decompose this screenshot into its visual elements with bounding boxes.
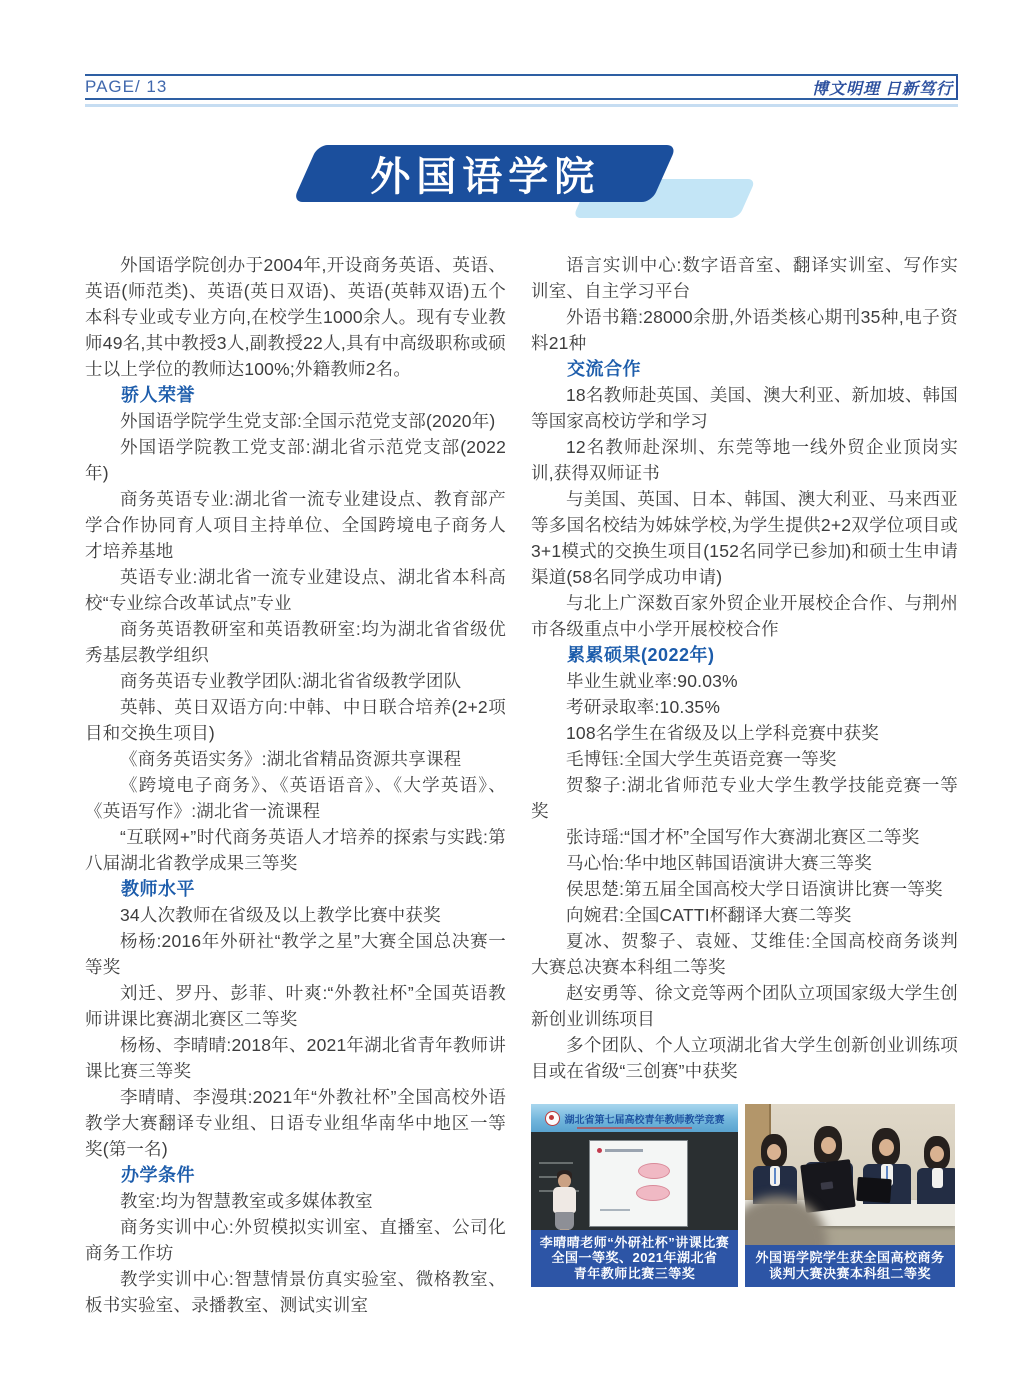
caption-line: 全国一等奖、2021年湖北省 bbox=[551, 1250, 718, 1265]
student-figure bbox=[917, 1136, 955, 1204]
caption-line: 谈判大赛决赛本科组二等奖 bbox=[768, 1265, 931, 1281]
paragraph: 教室:均为智慧教室或多媒体教室 bbox=[120, 1191, 373, 1211]
paragraph: 34人次教师在省级及以上教学比赛中获奖 bbox=[120, 905, 441, 925]
slide-shape bbox=[636, 1185, 670, 1201]
school-motto-calligraphy: 博文明理 日新笃行 bbox=[812, 76, 958, 99]
paragraph: 商务英语教研室和英语教研室:均为湖北省省级优秀基层教学组织 bbox=[85, 619, 506, 665]
slide-title-line bbox=[605, 1149, 643, 1152]
paragraph: 张诗瑶:“国才杯”全国写作大赛湖北赛区二等奖 bbox=[566, 827, 920, 847]
paragraph: 商务实训中心:外贸模拟实训室、直播室、公司化商务工作坊 bbox=[85, 1217, 506, 1263]
caption-line: 青年教师比赛三等奖 bbox=[573, 1265, 696, 1281]
competition-banner bbox=[531, 1104, 738, 1132]
slide-shape bbox=[638, 1163, 670, 1179]
section-heading: 骄人荣誉 bbox=[121, 385, 195, 405]
section-heading: 教师水平 bbox=[121, 879, 195, 899]
paragraph: 与北上广深数百家外贸企业开展校企合作、与荆州市各级重点中小学开展校校合作 bbox=[531, 593, 958, 639]
student-figure bbox=[753, 1134, 797, 1204]
photo-caption-left bbox=[531, 1230, 738, 1288]
paragraph: 商务英语专业教学团队:湖北省省级教学团队 bbox=[120, 671, 462, 691]
paragraph: 贺黎子:湖北省师范专业大学生教学技能竞赛一等奖 bbox=[531, 775, 958, 821]
column-right bbox=[531, 252, 958, 1084]
competition-logo-icon bbox=[545, 1111, 560, 1126]
section-heading: 累累硕果(2022年) bbox=[567, 645, 715, 665]
paragraph: 18名教师赴英国、美国、澳大利亚、新加坡、韩国等国家高校访学和学习 bbox=[531, 385, 958, 431]
section-heading: 办学条件 bbox=[121, 1165, 195, 1185]
paragraph: 语言实训中心:数字语音室、翻译实训室、写作实训室、自主学习平台 bbox=[531, 255, 958, 301]
title-banner bbox=[293, 145, 677, 202]
teacher-figure bbox=[555, 1212, 574, 1230]
paragraph: 外国语学院学生党支部:全国示范党支部(2020年) bbox=[120, 411, 496, 431]
paragraph: 杨杨、李晴晴:2018年、2021年湖北省青年教师讲课比赛三等奖 bbox=[85, 1035, 506, 1081]
paragraph: 12名教师赴深圳、东莞等地一线外贸企业顶岗实训,获得双师证书 bbox=[531, 437, 958, 483]
header-bottom-rule bbox=[85, 98, 958, 100]
paragraph: 与美国、英国、日本、韩国、澳大利亚、马来西亚等多国名校结为姊妹学校,为学生提供2+2双学位项目或3+1模式的交换生项目(152名同学已参加)和硕士生申请渠道(58名同学成功申请) bbox=[531, 489, 958, 587]
header-accent-rule bbox=[85, 104, 958, 107]
paragraph: 英韩、英日双语方向:中韩、中日联合培养(2+2项目和交换生项目) bbox=[85, 697, 506, 743]
page-title: 外国语学院 bbox=[369, 155, 600, 199]
competition-banner-text: 湖北省第七届高校青年教师教学竞赛 bbox=[564, 1114, 725, 1126]
name-plate bbox=[856, 1177, 892, 1203]
section-heading: 交流合作 bbox=[567, 359, 641, 379]
paragraph: 108名学生在省级及以上学科竞赛中获奖 bbox=[566, 723, 879, 743]
paragraph: 毛博钰:全国大学生英语竞赛一等奖 bbox=[566, 749, 837, 769]
teacher-figure bbox=[553, 1187, 576, 1213]
paragraph: 《跨境电子商务》、《英语语音》、《大学英语》、《英语写作》:湖北省一流课程 bbox=[85, 775, 506, 821]
paragraph: 刘迁、罗丹、彭菲、叶爽:“外教社杯”全国英语教师讲课比赛湖北赛区二等奖 bbox=[85, 983, 506, 1029]
paragraph: “互联网+”时代商务英语人才培养的探索与实践:第八届湖北省教学成果三等奖 bbox=[85, 827, 506, 873]
paragraph: 赵安勇等、徐文竞等两个团队立项国家级大学生创新创业训练项目 bbox=[531, 983, 958, 1029]
paragraph: 侯思楚:第五届全国高校大学日语演讲比赛一等奖 bbox=[566, 879, 943, 899]
paragraph: 教学实训中心:智慧情景仿真实验室、微格教室、板书实验室、录播教室、测试实训室 bbox=[85, 1269, 506, 1315]
chalk-writing bbox=[539, 1162, 573, 1164]
photo-caption-right bbox=[745, 1245, 955, 1287]
caption-line: 李晴晴老师“外研社杯”讲课比赛 bbox=[539, 1234, 730, 1250]
paragraph: 夏冰、贺黎子、袁娅、艾维佳:全国高校商务谈判大赛总决赛本科组二等奖 bbox=[531, 931, 958, 977]
projector-screen bbox=[589, 1140, 688, 1227]
paragraph: 外语书籍:28000余册,外语类核心期刊35种,电子资料21种 bbox=[531, 307, 958, 353]
competition-banner-subtext bbox=[577, 1127, 693, 1129]
slide-table bbox=[600, 1209, 630, 1211]
paragraph: 外国语学院创办于2004年,开设商务英语、英语、英语(师范类)、英语(英日双语)、英语(英韩双语)五个本科专业或专业方向,在校学生1000余人。现有专业教师49名,其中教授3人,副教授22人,具有中高级职称或硕士以上学位的教师达100%;外籍教师2名。 bbox=[85, 255, 506, 379]
paragraph: 外国语学院教工党支部:湖北省示范党支部(2022年) bbox=[85, 437, 506, 483]
paragraph: 考研录取率:10.35% bbox=[566, 697, 721, 717]
page-number: PAGE/ 13 bbox=[85, 77, 168, 96]
photo-negotiation-contest bbox=[745, 1104, 955, 1287]
paragraph: 商务英语专业:湖北省一流专业建设点、教育部产学合作协同育人项目主持单位、全国跨境电子商务人才培养基地 bbox=[85, 489, 506, 561]
paragraph: 向婉君:全国CATTI杯翻译大赛二等奖 bbox=[566, 905, 852, 925]
paragraph: 杨杨:2016年外研社“教学之星”大赛全国总决赛一等奖 bbox=[85, 931, 506, 977]
slide-logo-icon bbox=[597, 1148, 602, 1153]
page-header bbox=[85, 78, 958, 96]
paragraph: 李晴晴、李漫琪:2021年“外教社杯”全国高校外语教学大赛翻译专业组、日语专业组华南华中地区一等奖(第一名) bbox=[85, 1087, 506, 1159]
paragraph: 《商务英语实务》:湖北省精品资源共享课程 bbox=[120, 749, 462, 769]
teacher-figure bbox=[558, 1174, 571, 1188]
caption-line: 外国语学院学生获全国高校商务 bbox=[755, 1250, 945, 1265]
photo-teaching-competition bbox=[531, 1104, 738, 1287]
paragraph: 马心怡:华中地区韩国语演讲大赛三等奖 bbox=[566, 853, 872, 873]
paragraph: 毕业生就业率:90.03% bbox=[566, 671, 738, 691]
paragraph: 英语专业:湖北省一流专业建设点、湖北省本科高校“专业综合改革试点”专业 bbox=[85, 567, 506, 613]
column-left bbox=[85, 252, 506, 1318]
paragraph: 多个团队、个人立项湖北省大学生创新创业训练项目或在省级“三创赛”中获奖 bbox=[531, 1035, 958, 1081]
